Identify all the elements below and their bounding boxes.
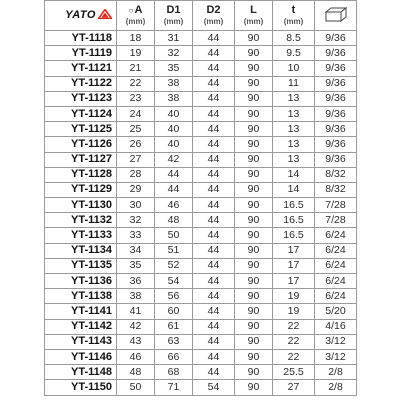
product-code-cell: YT-1133	[45, 228, 117, 243]
header-d1	[155, 1, 193, 31]
table-row	[45, 365, 357, 380]
table-row	[45, 274, 357, 289]
table-row	[45, 289, 357, 304]
header-d2	[193, 1, 235, 31]
cell-d1: 38	[155, 76, 193, 91]
cell-box: 3/12	[315, 349, 357, 364]
product-code-cell: YT-1127	[45, 152, 117, 167]
product-code-cell: YT-1141	[45, 304, 117, 319]
cell-t: 16.5	[273, 228, 315, 243]
table-row	[45, 31, 357, 46]
cell-d2: 44	[193, 198, 235, 213]
cell-l: 90	[235, 46, 273, 61]
cell-box: 6/24	[315, 274, 357, 289]
table-row	[45, 167, 357, 182]
product-code-cell: YT-1122	[45, 76, 117, 91]
cell-d1: 60	[155, 304, 193, 319]
cell-a: 23	[117, 91, 155, 106]
cell-d2: 44	[193, 213, 235, 228]
product-code-cell: YT-1129	[45, 182, 117, 197]
cell-a: 29	[117, 182, 155, 197]
cell-t: 9.5	[273, 46, 315, 61]
table-row	[45, 258, 357, 273]
cell-d2: 44	[193, 289, 235, 304]
product-code-cell: YT-1126	[45, 137, 117, 152]
product-code-cell: YT-1123	[45, 91, 117, 106]
cell-a: 27	[117, 152, 155, 167]
header-t-unit: (mm)	[283, 16, 304, 26]
cell-d2: 44	[193, 228, 235, 243]
cell-l: 90	[235, 213, 273, 228]
cell-l: 90	[235, 243, 273, 258]
cell-d1: 44	[155, 182, 193, 197]
cell-box: 9/36	[315, 122, 357, 137]
brand-logo-text: YATO	[65, 9, 96, 22]
product-code-cell: YT-1143	[45, 334, 117, 349]
cell-a: 41	[117, 304, 155, 319]
cell-box: 9/36	[315, 76, 357, 91]
header-a-symbol: A	[134, 3, 143, 16]
cell-t: 10	[273, 61, 315, 76]
cell-d1: 44	[155, 167, 193, 182]
cell-t: 16.5	[273, 213, 315, 228]
cell-box: 9/36	[315, 91, 357, 106]
cell-t: 13	[273, 122, 315, 137]
cell-a: 21	[117, 61, 155, 76]
product-code-cell: YT-1121	[45, 61, 117, 76]
cell-l: 90	[235, 349, 273, 364]
table-row	[45, 243, 357, 258]
cell-l: 90	[235, 198, 273, 213]
cell-box: 7/28	[315, 198, 357, 213]
table-row	[45, 46, 357, 61]
table-row	[45, 61, 357, 76]
header-d2-symbol: D2	[206, 3, 221, 16]
cell-d1: 35	[155, 61, 193, 76]
header-t-symbol: t	[291, 3, 296, 16]
header-d2-unit: (mm)	[203, 16, 224, 26]
cell-box: 6/24	[315, 228, 357, 243]
cell-box: 7/28	[315, 213, 357, 228]
cell-a: 36	[117, 274, 155, 289]
cell-d1: 46	[155, 198, 193, 213]
cell-a: 48	[117, 365, 155, 380]
cell-t: 13	[273, 91, 315, 106]
cell-d1: 42	[155, 152, 193, 167]
header-t	[273, 1, 315, 31]
table-row	[45, 122, 357, 137]
cell-d1: 63	[155, 334, 193, 349]
table-row	[45, 91, 357, 106]
cell-box: 6/24	[315, 289, 357, 304]
cell-d1: 40	[155, 122, 193, 137]
cell-d1: 66	[155, 349, 193, 364]
product-code-cell: YT-1138	[45, 289, 117, 304]
cell-d1: 40	[155, 106, 193, 121]
cell-box: 9/36	[315, 152, 357, 167]
cell-a: 30	[117, 198, 155, 213]
cell-a: 19	[117, 46, 155, 61]
cell-t: 25.5	[273, 365, 315, 380]
cell-d2: 44	[193, 61, 235, 76]
cell-d1: 71	[155, 380, 193, 395]
product-code-cell: YT-1130	[45, 198, 117, 213]
cell-box: 4/16	[315, 319, 357, 334]
cell-d1: 40	[155, 137, 193, 152]
cell-d2: 44	[193, 46, 235, 61]
cell-d1: 38	[155, 91, 193, 106]
cell-d2: 44	[193, 31, 235, 46]
cell-d1: 68	[155, 365, 193, 380]
table-row	[45, 213, 357, 228]
cell-d1: 51	[155, 243, 193, 258]
cell-d2: 44	[193, 122, 235, 137]
cell-d1: 61	[155, 319, 193, 334]
cell-d2: 44	[193, 334, 235, 349]
cell-d1: 52	[155, 258, 193, 273]
spec-table	[44, 0, 357, 396]
cell-l: 90	[235, 258, 273, 273]
cell-a: 18	[117, 31, 155, 46]
ring-icon: ○	[128, 5, 134, 15]
cell-t: 17	[273, 243, 315, 258]
cell-d2: 44	[193, 182, 235, 197]
cell-a: 35	[117, 258, 155, 273]
cell-t: 17	[273, 274, 315, 289]
cell-l: 90	[235, 31, 273, 46]
table-body	[45, 31, 357, 396]
product-code-cell: YT-1136	[45, 274, 117, 289]
table-row	[45, 198, 357, 213]
cell-l: 90	[235, 289, 273, 304]
cell-l: 90	[235, 319, 273, 334]
cell-d2: 44	[193, 152, 235, 167]
cell-l: 90	[235, 274, 273, 289]
cell-box: 8/32	[315, 182, 357, 197]
cell-box: 6/24	[315, 243, 357, 258]
cell-d2: 44	[193, 365, 235, 380]
cell-l: 90	[235, 182, 273, 197]
cell-t: 14	[273, 182, 315, 197]
cell-a: 28	[117, 167, 155, 182]
product-code-cell: YT-1128	[45, 167, 117, 182]
cell-t: 27	[273, 380, 315, 395]
cell-a: 32	[117, 213, 155, 228]
cell-t: 13	[273, 106, 315, 121]
cell-d2: 44	[193, 304, 235, 319]
cell-box: 9/36	[315, 31, 357, 46]
cell-d2: 44	[193, 258, 235, 273]
cell-a: 25	[117, 122, 155, 137]
cell-t: 8.5	[273, 31, 315, 46]
cell-d2: 44	[193, 106, 235, 121]
table-row	[45, 334, 357, 349]
cell-l: 90	[235, 122, 273, 137]
cell-t: 19	[273, 289, 315, 304]
cell-t: 22	[273, 319, 315, 334]
brand-logo-icon	[98, 6, 112, 24]
cell-a: 26	[117, 137, 155, 152]
table-row	[45, 182, 357, 197]
cell-t: 14	[273, 167, 315, 182]
header-l-symbol: L	[250, 3, 257, 16]
table-row	[45, 228, 357, 243]
cell-d1: 32	[155, 46, 193, 61]
cell-d1: 50	[155, 228, 193, 243]
cell-box: 5/20	[315, 304, 357, 319]
cell-box: 9/36	[315, 137, 357, 152]
cell-l: 90	[235, 61, 273, 76]
brand-header-cell	[45, 1, 117, 31]
cell-a: 38	[117, 289, 155, 304]
cell-box: 2/8	[315, 380, 357, 395]
cell-d2: 44	[193, 319, 235, 334]
cell-l: 90	[235, 137, 273, 152]
table-row	[45, 380, 357, 395]
product-code-cell: YT-1142	[45, 319, 117, 334]
cell-a: 50	[117, 380, 155, 395]
cell-l: 90	[235, 167, 273, 182]
cell-t: 22	[273, 334, 315, 349]
product-code-cell: YT-1124	[45, 106, 117, 121]
cell-d2: 44	[193, 91, 235, 106]
cell-t: 13	[273, 152, 315, 167]
cell-a: 34	[117, 243, 155, 258]
cell-l: 90	[235, 106, 273, 121]
header-a	[117, 1, 155, 31]
header-l-unit: (mm)	[243, 16, 264, 26]
table-row	[45, 137, 357, 152]
header-box	[315, 1, 357, 31]
cell-t: 16.5	[273, 198, 315, 213]
cell-a: 24	[117, 106, 155, 121]
product-code-cell: YT-1125	[45, 122, 117, 137]
cell-d1: 48	[155, 213, 193, 228]
product-code-cell: YT-1132	[45, 213, 117, 228]
header-a-unit: (mm)	[125, 16, 146, 26]
cell-a: 46	[117, 349, 155, 364]
product-code-cell: YT-1118	[45, 31, 117, 46]
table-row	[45, 349, 357, 364]
cell-l: 90	[235, 334, 273, 349]
cell-d1: 56	[155, 289, 193, 304]
cell-d2: 44	[193, 243, 235, 258]
cell-box: 9/36	[315, 46, 357, 61]
cell-d2: 44	[193, 349, 235, 364]
table-row	[45, 304, 357, 319]
table-row	[45, 152, 357, 167]
cell-d2: 44	[193, 137, 235, 152]
cell-l: 90	[235, 304, 273, 319]
cell-l: 90	[235, 91, 273, 106]
cell-t: 17	[273, 258, 315, 273]
cell-box: 6/24	[315, 258, 357, 273]
header-d1-unit: (mm)	[163, 16, 184, 26]
cell-box: 9/36	[315, 106, 357, 121]
cell-box: 9/36	[315, 61, 357, 76]
product-code-cell: YT-1119	[45, 46, 117, 61]
product-code-cell: YT-1135	[45, 258, 117, 273]
product-code-cell: YT-1150	[45, 380, 117, 395]
cell-l: 90	[235, 76, 273, 91]
cell-l: 90	[235, 365, 273, 380]
box-icon	[325, 7, 347, 25]
cell-t: 11	[273, 76, 315, 91]
cell-t: 13	[273, 137, 315, 152]
table-header	[45, 1, 357, 31]
header-row	[45, 1, 357, 31]
cell-d1: 54	[155, 274, 193, 289]
cell-a: 22	[117, 76, 155, 91]
cell-d2: 44	[193, 274, 235, 289]
header-l	[235, 1, 273, 31]
product-code-cell: YT-1146	[45, 349, 117, 364]
cell-d1: 31	[155, 31, 193, 46]
cell-l: 90	[235, 152, 273, 167]
product-code-cell: YT-1148	[45, 365, 117, 380]
cell-a: 42	[117, 319, 155, 334]
header-d1-symbol: D1	[166, 3, 181, 16]
cell-a: 43	[117, 334, 155, 349]
table-row	[45, 319, 357, 334]
cell-box: 8/32	[315, 167, 357, 182]
table-row	[45, 106, 357, 121]
cell-t: 19	[273, 304, 315, 319]
cell-d2: 44	[193, 76, 235, 91]
cell-t: 22	[273, 349, 315, 364]
cell-box: 3/12	[315, 334, 357, 349]
cell-l: 90	[235, 228, 273, 243]
cell-d2: 44	[193, 167, 235, 182]
product-code-cell: YT-1134	[45, 243, 117, 258]
cell-a: 33	[117, 228, 155, 243]
cell-box: 2/8	[315, 365, 357, 380]
cell-d2: 54	[193, 380, 235, 395]
table-row	[45, 76, 357, 91]
cell-l: 90	[235, 380, 273, 395]
